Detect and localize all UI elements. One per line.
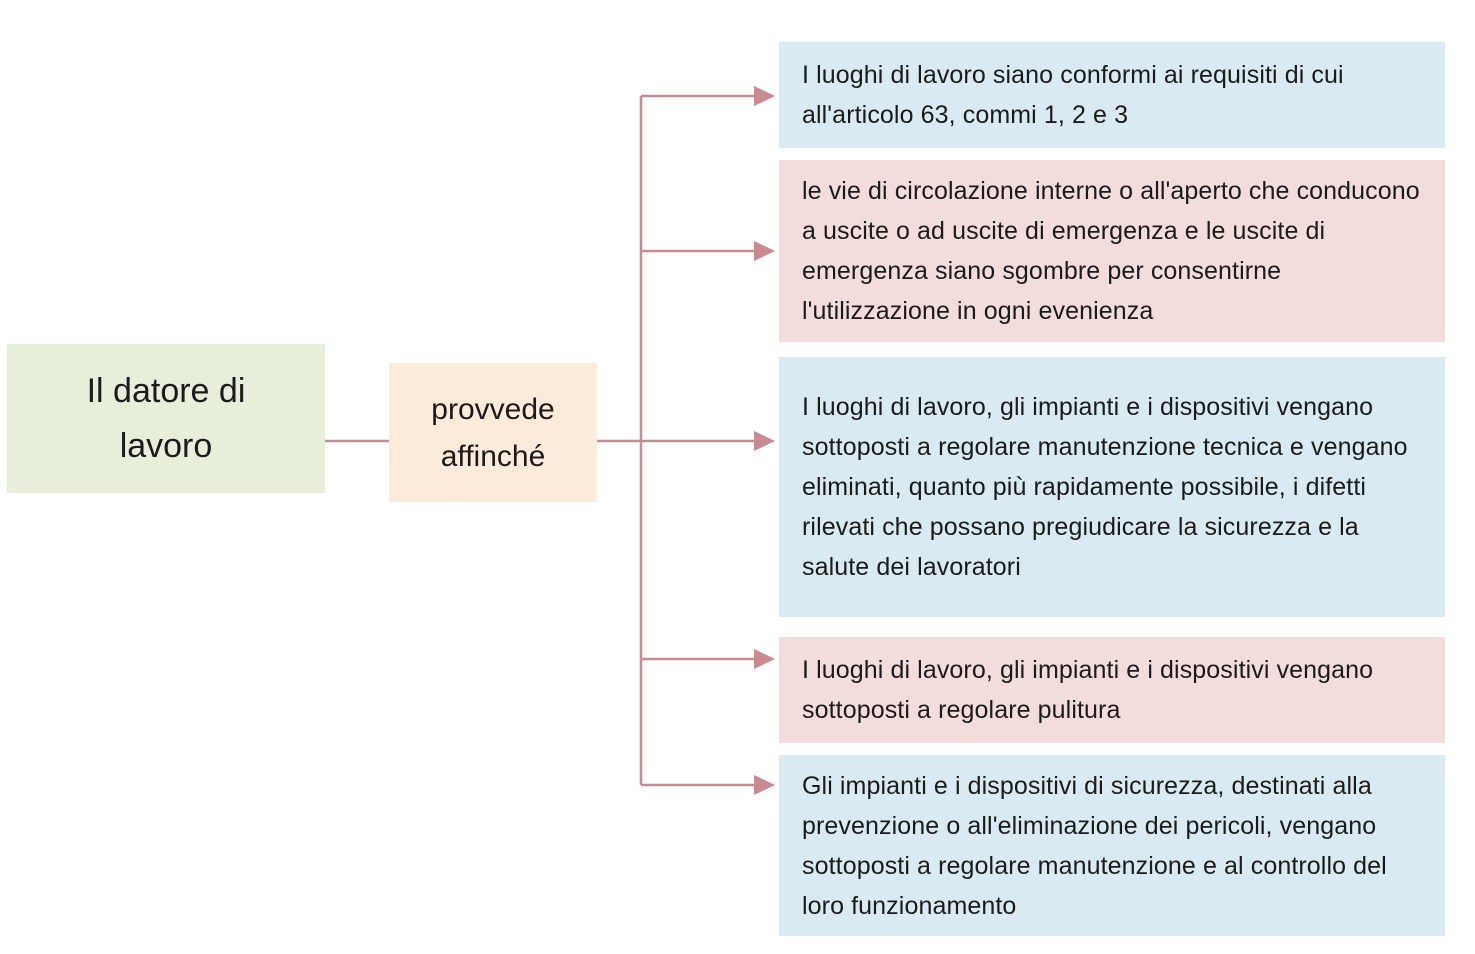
- verb-node-provvede-affinche: [389, 363, 597, 502]
- branch-text: I luoghi di lavoro siano conformi ai requisiti di cui all'articolo 63, commi 1, 2 e 3: [802, 61, 1344, 129]
- branch-text: I luoghi di lavoro, gli impianti e i dispositivi vengano sottoposti a regolare pulitura: [802, 656, 1374, 724]
- arrowhead-branch1: [754, 86, 775, 106]
- root-node-label: Il datore di lavoro: [86, 371, 246, 465]
- root-node-datore-di-lavoro: [7, 344, 325, 493]
- arrowhead-branch4: [754, 649, 775, 669]
- arrowhead-branch5: [754, 775, 775, 795]
- branch-text: I luoghi di lavoro, gli impianti e i dispositivi vengano sottoposti a regolare manutenzione tecnica e vengano eliminati, quanto più rapidamente possibile, i difetti rilevati che possano pregiudicare la sicurezza e la salute dei lavoratori: [802, 393, 1408, 581]
- branch-box-dispositivi-sicurezza: [779, 755, 1445, 936]
- branch-box-regolare-pulitura: [779, 637, 1445, 743]
- arrowhead-branch2: [754, 241, 775, 261]
- arrowhead-branch3: [754, 431, 775, 451]
- branch-text: Gli impianti e i dispositivi di sicurezza, destinati alla prevenzione o all'eliminazione dei pericoli, vengano sottoposti a regolare manutenzione e al controllo del loro funzionamento: [802, 771, 1387, 920]
- branch-box-vie-di-circolazione: [779, 160, 1445, 342]
- verb-node-label: provvede affinché: [431, 392, 555, 473]
- branch-box-manutenzione-tecnica: [779, 357, 1445, 617]
- branch-text: le vie di circolazione interne o all'aperto che conducono a uscite o ad uscite di emergenza e le uscite di emergenza siano sgombre per consentirne l'utilizzazione in ogni evenienza: [802, 177, 1420, 325]
- branch-box-requisiti-articolo-63: [779, 42, 1445, 148]
